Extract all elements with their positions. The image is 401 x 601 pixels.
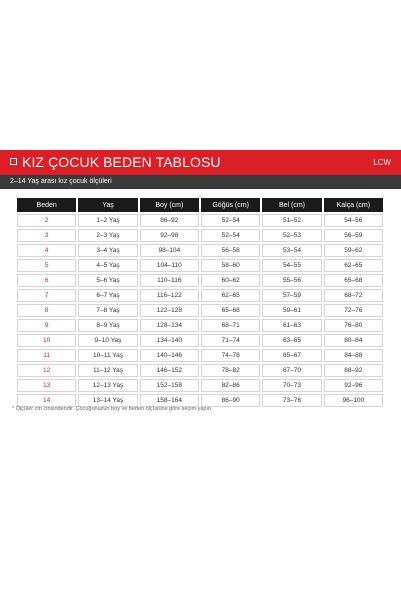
waist-cell: 57–59 xyxy=(262,289,321,302)
hip-cell: 62–65 xyxy=(324,259,383,272)
age-cell: 2–3 Yaş xyxy=(78,229,137,242)
height-cell: 104–110 xyxy=(140,259,199,272)
height-cell: 152–158 xyxy=(140,379,199,392)
table-row xyxy=(17,214,383,227)
hip-cell: 84–88 xyxy=(324,349,383,362)
column-header-height: Boy (cm) xyxy=(140,198,199,212)
size-cell: 6 xyxy=(17,274,76,287)
size-cell: 8 xyxy=(17,304,76,317)
size-cell: 13 xyxy=(17,379,76,392)
age-cell: 1–2 Yaş xyxy=(78,214,137,227)
chest-cell: 56–58 xyxy=(201,244,260,257)
size-cell: 3 xyxy=(17,229,76,242)
brand-logo: LCW xyxy=(373,158,391,167)
height-cell: 110–116 xyxy=(140,274,199,287)
waist-cell: 70–73 xyxy=(262,379,321,392)
age-cell: 9–10 Yaş xyxy=(78,334,137,347)
column-header-age: Yaş xyxy=(78,198,137,212)
waist-cell: 53–54 xyxy=(262,244,321,257)
age-cell: 6–7 Yaş xyxy=(78,289,137,302)
height-cell: 116–122 xyxy=(140,289,199,302)
table-header-row xyxy=(17,198,383,212)
height-cell: 134–140 xyxy=(140,334,199,347)
table-row xyxy=(17,259,383,272)
table-row xyxy=(17,229,383,242)
size-cell: 7 xyxy=(17,289,76,302)
table-row xyxy=(17,379,383,392)
chest-cell: 58–60 xyxy=(201,259,260,272)
subtitle: 2–14 Yaş arası kız çocuk ölçüleri xyxy=(10,178,112,185)
height-cell: 92–98 xyxy=(140,229,199,242)
age-cell: 10–11 Yaş xyxy=(78,349,137,362)
height-cell: 86–92 xyxy=(140,214,199,227)
chest-cell: 52–54 xyxy=(201,214,260,227)
table-row xyxy=(17,334,383,347)
height-cell: 140–146 xyxy=(140,349,199,362)
table-row xyxy=(17,244,383,257)
waist-cell: 73–76 xyxy=(262,394,321,407)
height-cell: 146–152 xyxy=(140,364,199,377)
chest-cell: 65–68 xyxy=(201,304,260,317)
chest-cell: 71–74 xyxy=(201,334,260,347)
size-cell: 5 xyxy=(17,259,76,272)
age-cell: 3–4 Yaş xyxy=(78,244,137,257)
height-cell: 128–134 xyxy=(140,319,199,332)
hip-cell: 59–62 xyxy=(324,244,383,257)
page-title: KIZ ÇOCUK BEDEN TABLOSU xyxy=(22,154,221,170)
chest-cell: 60–62 xyxy=(201,274,260,287)
waist-cell: 52–53 xyxy=(262,229,321,242)
chest-cell: 52–54 xyxy=(201,229,260,242)
chest-cell: 62–65 xyxy=(201,289,260,302)
chest-cell: 78–82 xyxy=(201,364,260,377)
size-cell: 4 xyxy=(17,244,76,257)
age-cell: 8–9 Yaş xyxy=(78,319,137,332)
waist-cell: 51–52 xyxy=(262,214,321,227)
size-table-body xyxy=(17,214,383,407)
age-cell: 13–14 Yaş xyxy=(78,394,137,407)
age-cell: 12–13 Yaş xyxy=(78,379,137,392)
chest-cell: 68–71 xyxy=(201,319,260,332)
table-row xyxy=(17,349,383,362)
hip-cell: 76–80 xyxy=(324,319,383,332)
hip-cell: 80–84 xyxy=(324,334,383,347)
square-icon xyxy=(10,158,17,165)
waist-cell: 63–65 xyxy=(262,334,321,347)
size-cell: 10 xyxy=(17,334,76,347)
hip-cell: 65–68 xyxy=(324,274,383,287)
hip-cell: 56–59 xyxy=(324,229,383,242)
hip-cell: 96–100 xyxy=(324,394,383,407)
size-cell: 2 xyxy=(17,214,76,227)
waist-cell: 59–61 xyxy=(262,304,321,317)
age-cell: 11–12 Yaş xyxy=(78,364,137,377)
waist-cell: 61–63 xyxy=(262,319,321,332)
size-cell: 11 xyxy=(17,349,76,362)
column-header-chest: Göğüs (cm) xyxy=(201,198,260,212)
age-cell: 4–5 Yaş xyxy=(78,259,137,272)
waist-cell: 55–56 xyxy=(262,274,321,287)
hip-cell: 72–76 xyxy=(324,304,383,317)
waist-cell: 54–55 xyxy=(262,259,321,272)
size-table xyxy=(15,196,385,409)
age-cell: 7–8 Yaş xyxy=(78,304,137,317)
column-header-hip: Kalça (cm) xyxy=(324,198,383,212)
height-cell: 98–104 xyxy=(140,244,199,257)
table-row xyxy=(17,274,383,287)
size-cell: 9 xyxy=(17,319,76,332)
chest-cell: 74–78 xyxy=(201,349,260,362)
hip-cell: 88–92 xyxy=(324,364,383,377)
waist-cell: 67–70 xyxy=(262,364,321,377)
table-row xyxy=(17,289,383,302)
table-row xyxy=(17,319,383,332)
waist-cell: 65–67 xyxy=(262,349,321,362)
subtitle-bar xyxy=(0,175,401,189)
age-cell: 5–6 Yaş xyxy=(78,274,137,287)
hip-cell: 68–72 xyxy=(324,289,383,302)
column-header-waist: Bel (cm) xyxy=(262,198,321,212)
chest-cell: 86–90 xyxy=(201,394,260,407)
size-cell: 14 xyxy=(17,394,76,407)
size-cell: 12 xyxy=(17,364,76,377)
hip-cell: 54–56 xyxy=(324,214,383,227)
size-chart-header xyxy=(0,150,401,175)
table-row xyxy=(17,364,383,377)
chest-cell: 82–86 xyxy=(201,379,260,392)
hip-cell: 92–96 xyxy=(324,379,383,392)
height-cell: 158–164 xyxy=(140,394,199,407)
height-cell: 122–128 xyxy=(140,304,199,317)
table-row xyxy=(17,304,383,317)
column-header-size: Beden xyxy=(17,198,76,212)
footnote: * Ölçüler cm cinsindendir. Çocuğunuzun boy ve beden ölçüsüne göre seçim yapın. xyxy=(12,406,213,412)
